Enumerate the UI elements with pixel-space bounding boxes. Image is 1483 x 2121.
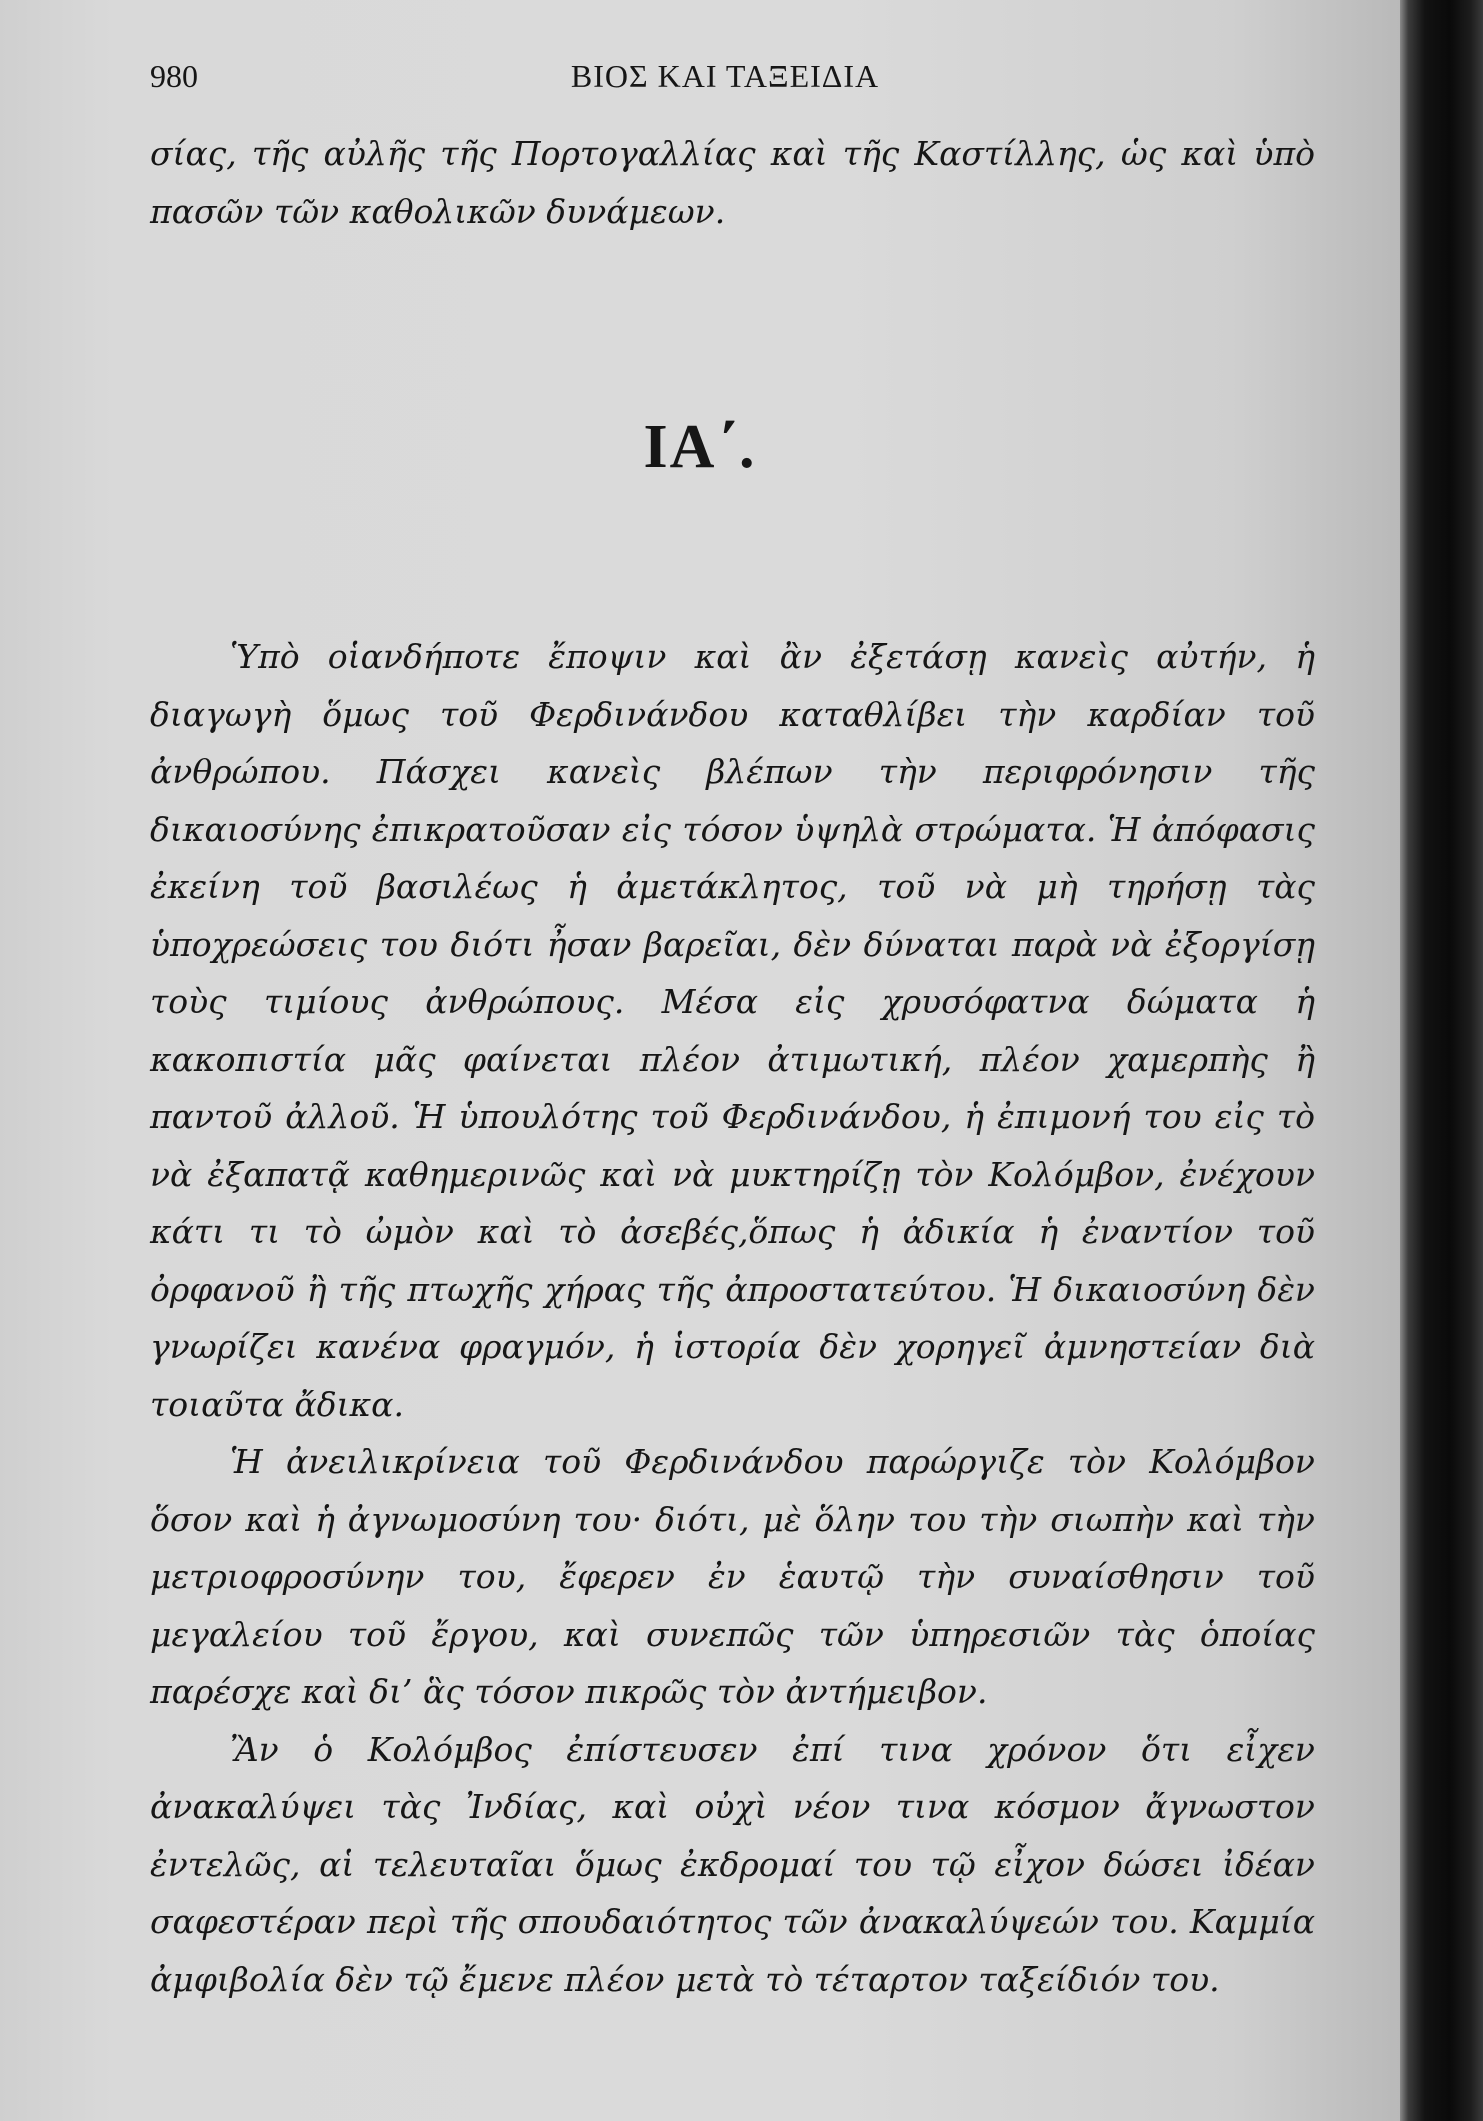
- opening-paragraph-block: [150, 125, 1315, 240]
- opening-paragraph: σίας, τῆς αὐλῆς τῆς Πορτογαλλίας καὶ τῆς Καστίλλης, ὡς καὶ ὑπὸ πασῶν τῶν καθολικῶν δυνάμεων.: [150, 134, 1315, 231]
- paragraph-3: Ἂν ὁ Κολόμβος ἐπίστευσεν ἐπί τινα χρόνον ὅτι εἶχεν ἀνακαλύψει τὰς Ἰνδίας, καὶ οὐχὶ νέον τινα κόσμον ἄγνωστον ἐντελῶς, αἱ τελευταῖαι ὅμως ἐκδρομαί του τῷ εἶχον δώσει ἰδέαν σαφεστέραν περὶ τῆς σπουδαιότητος τῶν ἀνακαλύψεών του. Καμμία ἀμφιβολία δὲν τῷ ἔμενε πλέον μετὰ τὸ τέταρτον ταξείδιόν του.: [150, 1729, 1315, 1999]
- page-number: 980: [150, 58, 198, 94]
- book-spine-shadow: [1400, 0, 1483, 2121]
- paragraph-2: Ἡ ἀνειλικρίνεια τοῦ Φερδινάνδου παρώργιζε τὸν Κολόμβον ὅσον καὶ ἡ ἀγνωμοσύνη του· διότι, μὲ ὅλην του τὴν σιωπὴν καὶ τὴν μετριοφροσύνην του, ἔφερεν ἐν ἑαυτῷ τὴν συναίσθησιν τοῦ μεγαλείου τοῦ ἔργου, καὶ συνεπῶς τῶν ὑπηρεσιῶν τὰς ὁποίας παρέσχε καὶ δι’ ἃς τόσον πικρῶς τὸν ἀντήμειβον.: [150, 1442, 1315, 1711]
- chapter-body: [150, 628, 1315, 2008]
- chapter-heading: ΙΑ΄.: [643, 413, 757, 481]
- page-header: [150, 58, 1300, 108]
- paragraph-1: Ὑπὸ οἱανδήποτε ἔποψιν καὶ ἂν ἐξετάσῃ κανεὶς αὐτήν, ἡ διαγωγὴ ὅμως τοῦ Φερδινάνδου καταθλίβει τὴν καρδίαν τοῦ ἀνθρώπου. Πάσχει κανεὶς βλέπων τὴν περιφρόνησιν τῆς δικαιοσύνης ἐπικρατοῦσαν εἰς τόσον ὑψηλὰ στρώματα. Ἡ ἀπόφασις ἐκείνη τοῦ βασιλέως ἡ ἀμετάκλητος, τοῦ νὰ μὴ τηρήσῃ τὰς ὑποχρεώσεις του διότι ἦσαν βαρεῖαι, δὲν δύναται παρὰ νὰ ἐξοργίσῃ τοὺς τιμίους ἀνθρώπους. Μέσα εἰς χρυσόφατνα δώματα ἡ κακοπιστία μᾶς φαίνεται πλέον ἀτιμωτική, πλέον χαμερπὴς ἢ παντοῦ ἀλλοῦ. Ἡ ὑπουλότης τοῦ Φερδινάνδου, ἡ ἐπιμονή του εἰς τὸ νὰ ἐξαπατᾷ καθημερινῶς καὶ νὰ μυκτηρίζῃ τὸν Κολόμβον, ἐνέχουν κάτι τι τὸ ὠμὸν καὶ τὸ ἀσεβές,ὅπως ἡ ἀδικία ἡ ἐναντίον τοῦ ὀρφανοῦ ἢ τῆς πτωχῆς χήρας τῆς ἀπροστατεύτου. Ἡ δικαιοσύνη δὲν γνωρίζει κανένα φραγμόν, ἡ ἱστορία δὲν χορηγεῖ ἀμνηστείαν διὰ τοιαῦτα ἄδικα.: [150, 637, 1315, 1424]
- running-title: ΒΙΟΣ ΚΑΙ ΤΑΞΕΙΔΙΑ: [570, 58, 880, 94]
